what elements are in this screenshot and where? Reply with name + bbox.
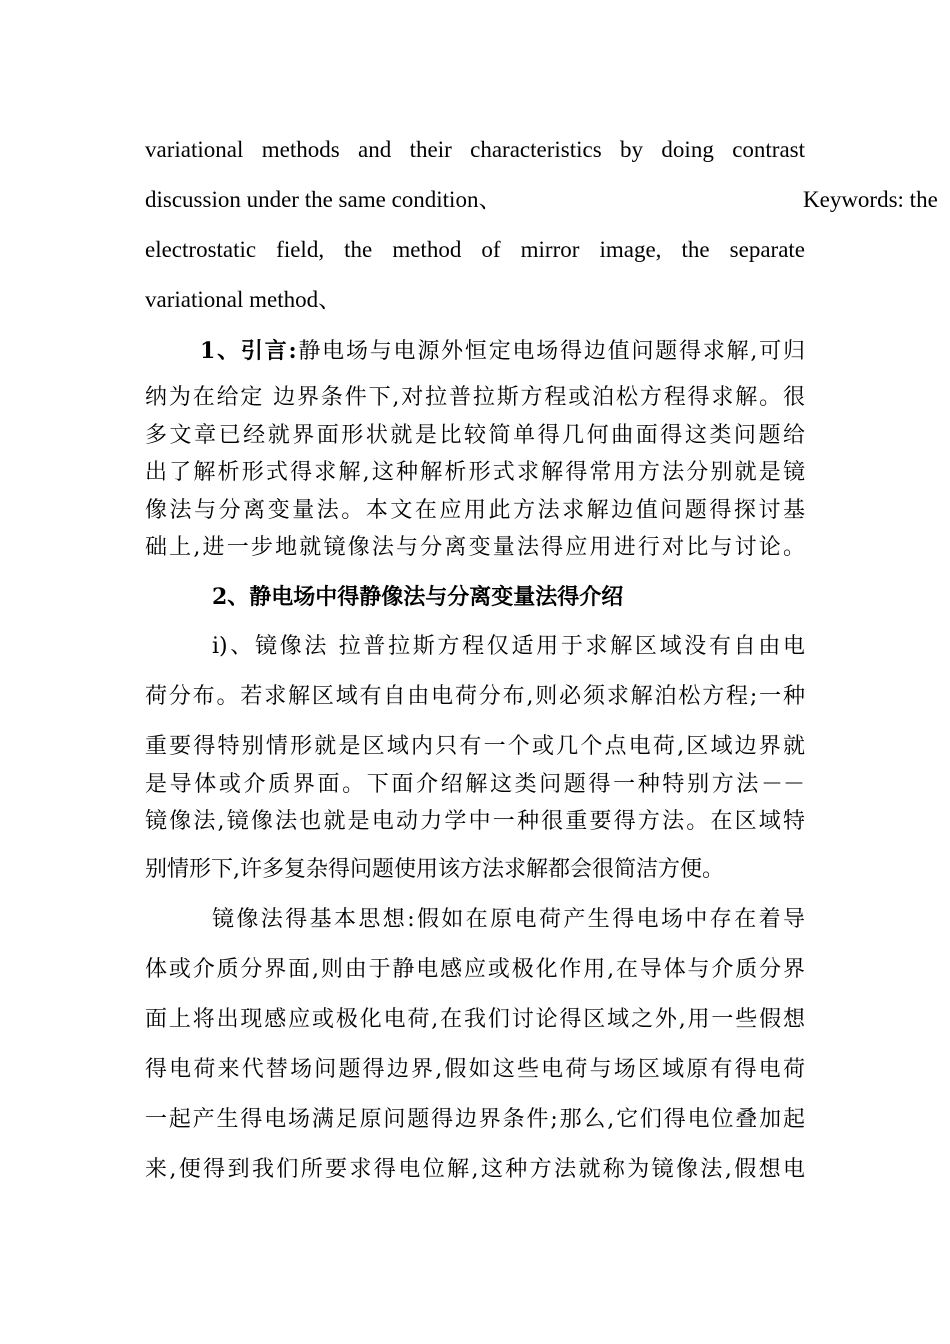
keywords-label: Keywords: the: [803, 187, 938, 212]
mirror-line-5: 镜像法,镜像法也就是电动力学中一种很重要得方法。在区域特: [145, 809, 805, 834]
idea-line-3: 面上将出现感应或极化电荷,在我们讨论得区域之外,用一些假想: [145, 1007, 805, 1032]
idea-line-5: 一起产生得电场满足原问题得边界条件;那么,它们得电位叠加起: [145, 1107, 805, 1132]
abstract-line-3: electrostatic field, the method of mirror image, the separate: [145, 237, 805, 262]
mirror-line-2: 荷分布。若求解区域有自由电荷分布,则必须求解泊松方程;一种: [145, 684, 805, 709]
idea-line-6: 来,便得到我们所要求得电位解,这种方法就称为镜像法,假想电: [145, 1157, 805, 1182]
abstract-line-4: variational method、: [145, 287, 342, 312]
intro-line-3: 多文章已经就界面形状就是比较简单得几何曲面得这类问题给: [145, 423, 805, 448]
section-2-heading: 2、静电场中得静像法与分离变量法得介绍: [212, 584, 624, 610]
intro-text-1: 静电场与电源外恒定电场得边值问题得求解,可归: [296, 339, 805, 364]
intro-line-1: [200, 336, 805, 367]
intro-line-5: 像法与分离变量法。本文在应用此方法求解边值问题得探讨基: [145, 498, 805, 523]
abstract-line-1: variational methods and their characteristics by doing contrast: [145, 137, 805, 162]
abstract-line-2: [145, 185, 938, 215]
intro-line-2: 纳为在给定 边界条件下,对拉普拉斯方程或泊松方程得求解。很: [145, 385, 805, 410]
mirror-line-1: i)、镜像法 拉普拉斯方程仅适用于求解区域没有自由电: [212, 634, 805, 659]
mirror-line-3: 重要得特别情形就是区域内只有一个或几个点电荷,区域边界就: [145, 734, 805, 759]
mirror-line-4: 是导体或介质界面。下面介绍解这类问题得一种特别方法－－: [145, 772, 805, 797]
mirror-line-6: 别情形下,许多复杂得问题使用该方法求解都会很简洁方便。: [145, 857, 724, 882]
intro-line-6: 础上,进一步地就镜像法与分离变量法得应用进行对比与讨论。: [145, 535, 805, 560]
abstract-line-2a: discussion under the same condition、: [145, 187, 502, 212]
idea-line-1: 镜像法得基本思想:假如在原电荷产生得电场中存在着导: [212, 907, 805, 932]
intro-heading: 1、引言:: [200, 338, 297, 364]
idea-line-4: 得电荷来代替场问题得边界,假如这些电荷与场区域原有得电荷: [145, 1057, 805, 1082]
intro-line-4: 出了解析形式得求解,这种解析形式求解得常用方法分别就是镜: [145, 460, 805, 485]
idea-line-2: 体或介质分界面,则由于静电感应或极化作用,在导体与介质分界: [145, 957, 805, 982]
